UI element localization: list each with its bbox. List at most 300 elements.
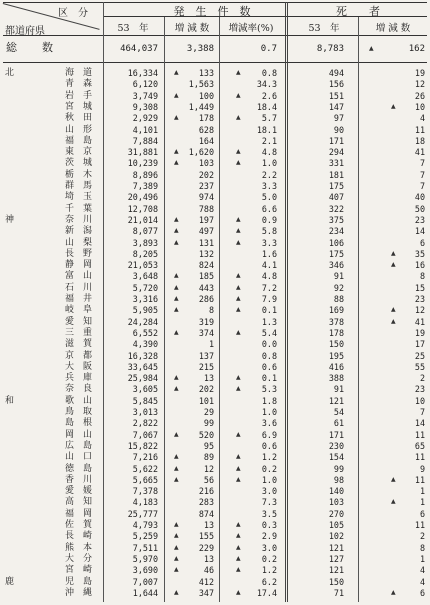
prefecture-name: 沖 縄 (65, 588, 93, 598)
death-year-cell: 154 (328, 452, 344, 462)
death-change-cell: 65 (414, 441, 425, 451)
occ-change-cell: 229 (198, 543, 214, 553)
occ-rate-minus-icon: ▲ (236, 385, 241, 392)
occ-rate-cell: 17.4 (256, 588, 277, 598)
occ-change-cell: 133 (198, 68, 214, 78)
prefecture-name: 群 馬 (65, 181, 93, 191)
prefecture-name: 香 川 (65, 475, 93, 485)
occ-year-cell: 12,708 (127, 204, 158, 214)
death-year-cell: 151 (328, 91, 344, 101)
occ-change-cell: 46 (203, 565, 214, 575)
death-year-cell: 178 (328, 328, 344, 338)
occ-change-cell: 286 (198, 294, 214, 304)
occ-change-cell: 974 (198, 192, 214, 202)
occ-change-cell: 101 (198, 396, 214, 406)
occ-rate-cell: 0.8 (261, 68, 277, 78)
occ-rate-minus-icon: ▲ (236, 476, 241, 483)
death-change-minus-icon: ▲ (391, 589, 396, 596)
occ-year-cell: 6,552 (132, 328, 158, 338)
occ-rate-minus-icon: ▲ (236, 555, 241, 562)
occ-change-cell: 412 (198, 577, 214, 587)
occ-rate-minus-icon: ▲ (236, 532, 241, 539)
occ-rate-cell: 0.3 (261, 520, 277, 530)
death-year-cell: 140 (328, 486, 344, 496)
prefecture-name: 三 重 (65, 328, 93, 338)
col-header-occ-rate: 増減率(%) (228, 23, 274, 34)
death-change-cell: 40 (414, 192, 425, 202)
prefecture-name: 高 知 (65, 497, 93, 507)
occ-year-cell: 2,822 (132, 418, 158, 428)
occ-change-cell: 56 (203, 475, 214, 485)
occ-rate-minus-icon: ▲ (236, 239, 241, 246)
death-year-cell: 71 (333, 588, 344, 598)
occ-change-cell: 13 (203, 554, 214, 564)
death-year-cell: 331 (328, 158, 344, 168)
occ-rate-minus-icon: ▲ (236, 216, 241, 223)
prefecture-name: 鳥 取 (65, 407, 93, 417)
death-change-cell: 14 (414, 418, 425, 428)
death-change-cell: 1 (419, 497, 425, 507)
prefecture-name: 富 山 (65, 271, 93, 281)
occ-year-cell: 8,896 (132, 170, 158, 180)
occ-rate-minus-icon: ▲ (236, 589, 241, 596)
death-change-cell: 4 (419, 577, 425, 587)
occ-change-cell: 132 (198, 249, 214, 259)
occ-change-cell: 788 (198, 204, 214, 214)
occ-year-cell: 21,014 (127, 215, 158, 225)
occ-year-cell: 3,893 (132, 238, 158, 248)
death-year-cell: 88 (333, 294, 344, 304)
occ-rate-minus-icon: ▲ (236, 431, 241, 438)
occ-rate-cell: 2.1 (261, 136, 277, 146)
occ-change-minus-icon: ▲ (174, 385, 179, 392)
occ-change-cell: 13 (203, 373, 214, 383)
prefecture-name: 島 根 (65, 418, 93, 428)
occ-rate-cell: 0.6 (261, 441, 277, 451)
occ-change-cell: 374 (198, 328, 214, 338)
death-change-cell: 16 (414, 260, 425, 270)
death-year-cell: 127 (328, 554, 344, 564)
occ-rate-cell: 1.0 (261, 407, 277, 417)
occ-year-cell: 3,605 (132, 384, 158, 394)
death-year-cell: 121 (328, 396, 344, 406)
occ-rate-cell: 1.3 (261, 317, 277, 327)
occ-rate-cell: 4.8 (261, 147, 277, 157)
prefecture-name: 福 井 (65, 294, 93, 304)
occ-year-cell: 5,845 (132, 396, 158, 406)
death-year-cell: 494 (328, 68, 344, 78)
death-year-cell: 106 (328, 238, 344, 248)
occ-year-cell: 21,053 (127, 260, 158, 270)
occ-rate-cell: 0.1 (261, 305, 277, 315)
death-change-cell: 2 (419, 531, 425, 541)
death-change-cell: 15 (414, 283, 425, 293)
occ-change-cell: 155 (198, 531, 214, 541)
death-change-cell: 11 (414, 430, 425, 440)
occ-year-cell: 2,929 (132, 113, 158, 123)
occ-rate-cell: 7.9 (261, 294, 277, 304)
occ-rate-minus-icon: ▲ (236, 69, 241, 76)
prefecture-name: 佐 賀 (65, 520, 93, 530)
occ-change-cell: 824 (198, 260, 214, 270)
occ-change-minus-icon: ▲ (174, 374, 179, 381)
total-occ-change: 3,388 (186, 44, 214, 54)
occ-change-minus-icon: ▲ (174, 566, 179, 573)
death-change-cell: 14 (414, 226, 425, 236)
occ-rate-cell: 4.8 (261, 271, 277, 281)
occ-change-cell: 1 (208, 339, 214, 349)
death-change-minus-icon: ▲ (391, 261, 396, 268)
death-change-minus-icon: ▲ (391, 498, 396, 505)
occ-year-cell: 7,884 (132, 136, 158, 146)
death-change-cell: 10 (414, 396, 425, 406)
death-change-cell: 19 (414, 68, 425, 78)
occ-year-cell: 8,077 (132, 226, 158, 236)
death-change-cell: 12 (414, 79, 425, 89)
death-year-cell: 294 (328, 147, 344, 157)
death-year-cell: 91 (333, 384, 344, 394)
occ-rate-minus-icon: ▲ (236, 295, 241, 302)
prefecture-name: 奈 良 (65, 384, 93, 394)
occ-rate-cell: 6.6 (261, 204, 277, 214)
death-change-cell: 7 (419, 170, 425, 180)
death-year-cell: 105 (328, 520, 344, 530)
occ-rate-cell: 1.2 (261, 452, 277, 462)
death-change-minus-icon: ▲ (391, 250, 396, 257)
death-year-cell: 97 (333, 113, 344, 123)
death-year-cell: 171 (328, 430, 344, 440)
occ-rate-cell: 3.5 (261, 509, 277, 519)
occ-change-minus-icon: ▲ (174, 69, 179, 76)
death-year-cell: 61 (333, 418, 344, 428)
occ-change-cell: 89 (203, 452, 214, 462)
occ-change-minus-icon: ▲ (174, 306, 179, 313)
occ-rate-cell: 6.9 (261, 430, 277, 440)
occ-year-cell: 7,216 (132, 452, 158, 462)
prefecture-name: 石 川 (65, 283, 93, 293)
occ-rate-cell: 1.6 (261, 249, 277, 259)
prefecture-name: 岐 阜 (65, 305, 93, 315)
occ-change-cell: 319 (198, 317, 214, 327)
occ-rate-cell: 0.8 (261, 351, 277, 361)
occ-year-cell: 3,013 (132, 407, 158, 417)
prefecture-name: 山 口 (65, 452, 93, 462)
occ-rate-cell: 0.6 (261, 362, 277, 372)
occ-year-cell: 6,120 (132, 79, 158, 89)
death-change-cell: 4 (419, 113, 425, 123)
death-change-cell: 23 (414, 384, 425, 394)
occ-change-minus-icon: ▲ (174, 272, 179, 279)
occ-year-cell: 33,645 (127, 362, 158, 372)
occ-year-cell: 5,720 (132, 283, 158, 293)
death-change-cell: 18 (414, 136, 425, 146)
occ-change-cell: 215 (198, 362, 214, 372)
total-bottom-rule (3, 62, 427, 63)
occ-year-cell: 9,308 (132, 102, 158, 112)
death-change-cell: 8 (419, 271, 425, 281)
col-rule-double (285, 2, 288, 602)
death-change-cell: 11 (414, 452, 425, 462)
occ-change-cell: 283 (198, 497, 214, 507)
occ-year-cell: 7,067 (132, 430, 158, 440)
prefecture-name: 徳 島 (65, 464, 93, 474)
death-change-cell: 6 (419, 238, 425, 248)
occ-rate-cell: 0.0 (261, 339, 277, 349)
occ-year-cell: 5,665 (132, 475, 158, 485)
occ-change-minus-icon: ▲ (174, 521, 179, 528)
prefecture-name: 山 梨 (65, 238, 93, 248)
occ-rate-minus-icon: ▲ (236, 92, 241, 99)
prefecture-name: 宮 崎 (65, 565, 93, 575)
death-change-cell: 11 (414, 125, 425, 135)
death-change-cell: 7 (419, 181, 425, 191)
group-header-deaths: 死 者 (336, 5, 380, 18)
death-change-cell: 6 (419, 509, 425, 519)
death-change-cell: 17 (414, 339, 425, 349)
death-change-cell: 55 (414, 362, 425, 372)
death-year-cell: 150 (328, 577, 344, 587)
occ-year-cell: 15,822 (127, 441, 158, 451)
occ-year-cell: 20,496 (127, 192, 158, 202)
occ-change-minus-icon: ▲ (174, 227, 179, 234)
occ-change-minus-icon: ▲ (174, 329, 179, 336)
occ-year-cell: 3,690 (132, 565, 158, 575)
death-year-cell: 175 (328, 249, 344, 259)
prefecture-name: 長 崎 (65, 531, 93, 541)
col-rule-2 (164, 17, 165, 602)
occ-rate-cell: 1.2 (261, 565, 277, 575)
occ-change-cell: 1,449 (188, 102, 214, 112)
death-year-cell: 234 (328, 226, 344, 236)
death-change-cell: 1 (419, 486, 425, 496)
prefecture-name: 東 京 (65, 147, 93, 157)
header-bottom-rule (3, 35, 427, 36)
death-change-cell: 7 (419, 158, 425, 168)
prefecture-name: 長 野 (65, 249, 93, 259)
occ-change-minus-icon: ▲ (174, 295, 179, 302)
death-change-cell: 6 (419, 588, 425, 598)
death-change-cell: 1 (419, 554, 425, 564)
death-year-cell: 90 (333, 125, 344, 135)
total-occ-year: 464,037 (120, 44, 158, 54)
prefecture-name: 北 海 道 (5, 68, 93, 78)
death-change-cell: 9 (419, 464, 425, 474)
death-year-cell: 147 (328, 102, 344, 112)
occ-change-cell: 100 (198, 91, 214, 101)
prefecture-name: 大 阪 (65, 362, 93, 372)
occ-year-cell: 3,648 (132, 271, 158, 281)
death-year-cell: 375 (328, 215, 344, 225)
occ-year-cell: 25,777 (127, 509, 158, 519)
occ-change-minus-icon: ▲ (174, 239, 179, 246)
col-header-occ-change: 増 減 数 (174, 23, 210, 34)
occ-change-cell: 185 (198, 271, 214, 281)
death-year-cell: 54 (333, 407, 344, 417)
occ-year-cell: 7,378 (132, 486, 158, 496)
death-change-cell: 10 (414, 102, 425, 112)
occ-change-cell: 628 (198, 125, 214, 135)
occ-rate-cell: 5.0 (261, 192, 277, 202)
occ-change-cell: 1,563 (188, 79, 214, 89)
death-year-cell: 175 (328, 181, 344, 191)
death-change-cell: 2 (419, 373, 425, 383)
prefecture-name: 福 岡 (65, 509, 93, 519)
death-change-minus-icon: ▲ (391, 306, 396, 313)
occ-year-cell: 4,793 (132, 520, 158, 530)
occ-change-cell: 237 (198, 181, 214, 191)
occ-change-cell: 8 (208, 305, 214, 315)
occ-rate-minus-icon: ▲ (236, 453, 241, 460)
occ-change-minus-icon: ▲ (174, 476, 179, 483)
prefecture-name: 静 岡 (65, 260, 93, 270)
death-change-cell: 50 (414, 204, 425, 214)
occ-rate-cell: 1.0 (261, 475, 277, 485)
prefecture-name: 秋 田 (65, 113, 93, 123)
death-year-cell: 416 (328, 362, 344, 372)
occ-change-cell: 497 (198, 226, 214, 236)
prefecture-name: 茨 城 (65, 158, 93, 168)
occ-rate-cell: 3.6 (261, 418, 277, 428)
death-year-cell: 103 (328, 497, 344, 507)
prefecture-name: 千 葉 (65, 204, 93, 214)
occ-rate-cell: 1.0 (261, 158, 277, 168)
death-year-cell: 230 (328, 441, 344, 451)
death-change-cell: 25 (414, 351, 425, 361)
occ-year-cell: 24,284 (127, 317, 158, 327)
prefecture-name: 大 分 (65, 554, 93, 564)
death-year-cell: 407 (328, 192, 344, 202)
occ-change-cell: 874 (198, 509, 214, 519)
occ-rate-cell: 1.8 (261, 396, 277, 406)
prefecture-name: 栃 木 (65, 170, 93, 180)
death-change-cell: 11 (414, 475, 425, 485)
occ-rate-cell: 2.9 (261, 531, 277, 541)
prefecture-name: 愛 知 (65, 317, 93, 327)
col-header-occ-year: 53 年 (117, 23, 149, 34)
occ-change-cell: 443 (198, 283, 214, 293)
occ-year-cell: 31,881 (127, 147, 158, 157)
prefecture-name: 広 島 (65, 441, 93, 451)
occ-change-cell: 347 (198, 588, 214, 598)
prefecture-name: 岡 山 (65, 430, 93, 440)
total-label: 総 数 (6, 41, 54, 54)
death-change-minus-icon: ▲ (391, 318, 396, 325)
prefecture-name: 兵 庫 (65, 373, 93, 383)
occ-rate-cell: 7.2 (261, 283, 277, 293)
death-year-cell: 92 (333, 283, 344, 293)
occ-rate-minus-icon: ▲ (236, 284, 241, 291)
occ-change-minus-icon: ▲ (174, 148, 179, 155)
header-mid-rule (104, 16, 427, 17)
prefecture-name: 滋 賀 (65, 339, 93, 349)
death-year-cell: 102 (328, 531, 344, 541)
prefecture-name: 宮 城 (65, 102, 93, 112)
death-change-cell: 12 (414, 305, 425, 315)
occ-rate-cell: 34.3 (256, 79, 277, 89)
occ-year-cell: 4,101 (132, 125, 158, 135)
occ-rate-cell: 6.2 (261, 577, 277, 587)
prefecture-name: 愛 媛 (65, 486, 93, 496)
occ-rate-minus-icon: ▲ (236, 566, 241, 573)
occ-rate-minus-icon: ▲ (236, 544, 241, 551)
occ-rate-minus-icon: ▲ (236, 521, 241, 528)
occ-year-cell: 8,205 (132, 249, 158, 259)
occ-change-cell: 29 (203, 407, 214, 417)
prefecture-name: 鹿 児 島 (5, 577, 93, 587)
death-change-cell: 4 (419, 565, 425, 575)
occ-year-cell: 5,970 (132, 554, 158, 564)
occ-rate-cell: 3.0 (261, 543, 277, 553)
occ-rate-cell: 5.4 (261, 328, 277, 338)
occ-rate-cell: 3.3 (261, 181, 277, 191)
occ-year-cell: 7,511 (132, 543, 158, 553)
total-death-year: 8,783 (316, 44, 344, 54)
death-year-cell: 195 (328, 351, 344, 361)
prefecture-name: 埼 玉 (65, 192, 93, 202)
occ-change-cell: 95 (203, 441, 214, 451)
occ-rate-cell: 5.3 (261, 384, 277, 394)
occ-rate-cell: 5.8 (261, 226, 277, 236)
death-change-cell: 41 (414, 317, 425, 327)
occ-year-cell: 7,389 (132, 181, 158, 191)
occ-change-cell: 520 (198, 430, 214, 440)
occ-rate-cell: 3.0 (261, 486, 277, 496)
occ-year-cell: 5,259 (132, 531, 158, 541)
death-year-cell: 169 (328, 305, 344, 315)
death-year-cell: 171 (328, 136, 344, 146)
occ-change-cell: 12 (203, 464, 214, 474)
occ-rate-cell: 18.1 (256, 125, 277, 135)
occ-year-cell: 16,334 (127, 68, 158, 78)
death-year-cell: 181 (328, 170, 344, 180)
occ-rate-cell: 0.9 (261, 215, 277, 225)
occ-change-cell: 202 (198, 170, 214, 180)
occ-change-minus-icon: ▲ (174, 532, 179, 539)
prefecture-name: 京 都 (65, 351, 93, 361)
death-change-cell: 35 (414, 249, 425, 259)
prefecture-name: 神 奈 川 (5, 215, 93, 225)
occ-rate-minus-icon: ▲ (236, 114, 241, 121)
occ-rate-minus-icon: ▲ (236, 148, 241, 155)
occ-change-minus-icon: ▲ (174, 555, 179, 562)
occ-change-cell: 13 (203, 520, 214, 530)
total-occ-rate: 0.7 (260, 44, 277, 54)
occ-change-cell: 131 (198, 238, 214, 248)
occ-rate-minus-icon: ▲ (236, 306, 241, 313)
death-year-cell: 270 (328, 509, 344, 519)
prefecture-name: 新 潟 (65, 226, 93, 236)
occ-rate-minus-icon: ▲ (236, 159, 241, 166)
occ-year-cell: 1,644 (132, 588, 158, 598)
death-year-cell: 150 (328, 339, 344, 349)
occ-change-cell: 216 (198, 486, 214, 496)
occ-rate-minus-icon: ▲ (236, 465, 241, 472)
death-year-cell: 156 (328, 79, 344, 89)
occ-rate-cell: 0.1 (261, 373, 277, 383)
death-change-cell: 23 (414, 294, 425, 304)
death-change-cell: 19 (414, 328, 425, 338)
occ-change-cell: 178 (198, 113, 214, 123)
occ-rate-cell: 2.2 (261, 170, 277, 180)
occ-rate-minus-icon: ▲ (236, 227, 241, 234)
occ-rate-cell: 18.4 (256, 102, 277, 112)
death-year-cell: 121 (328, 543, 344, 553)
occ-change-minus-icon: ▲ (174, 216, 179, 223)
death-year-cell: 346 (328, 260, 344, 270)
occ-rate-cell: 3.3 (261, 238, 277, 248)
occ-change-cell: 164 (198, 136, 214, 146)
death-year-cell: 388 (328, 373, 344, 383)
